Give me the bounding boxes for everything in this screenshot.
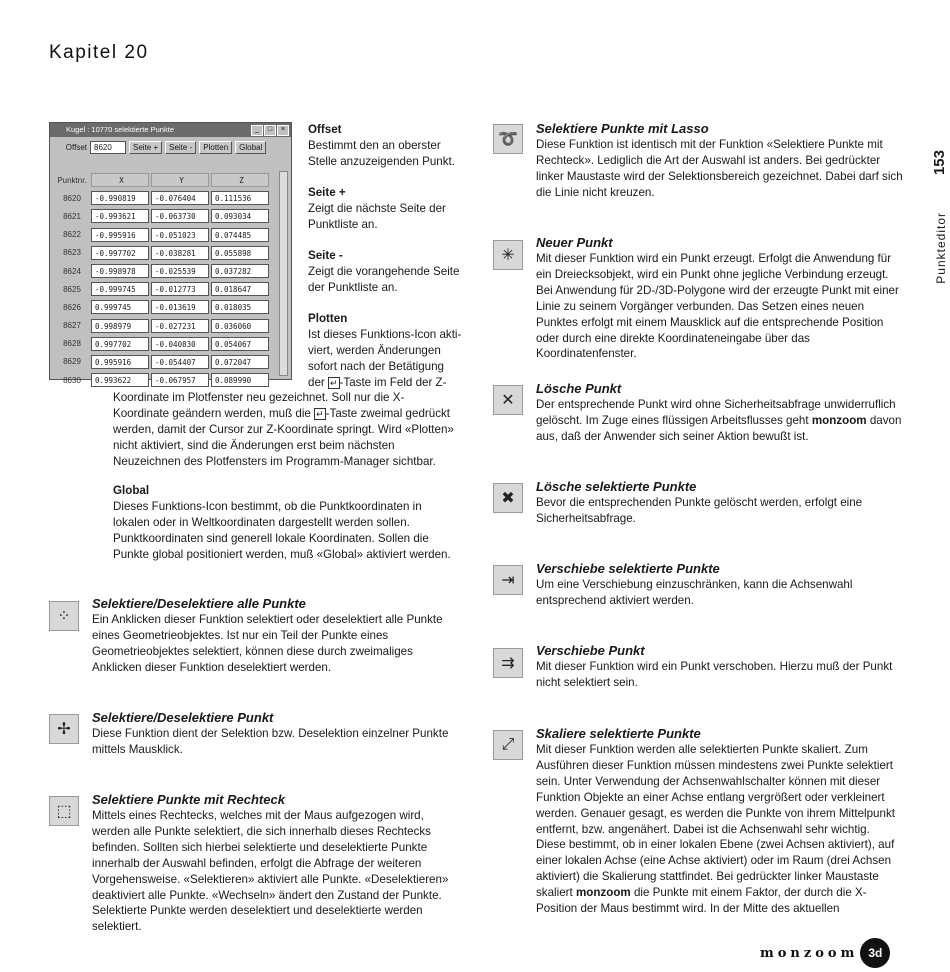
select-point-icon: ✢ xyxy=(49,714,79,744)
point-number: 8622 xyxy=(63,230,81,240)
seite-minus-button[interactable]: Seite - xyxy=(165,141,196,154)
lasso-body: Diese Funktion ist identisch mit der Funktion «Selektiere Punkte mit Rechteck». Lediglich die Art der Auswahl ist anders. Bei gedrückter linker Maustaste wird der Selektionsbereich gezeichnet. Dabei darf sich die Linie nicht kreuzen. xyxy=(536,138,903,199)
point-number: 8628 xyxy=(63,339,81,349)
text-fragment: die Punkte mit einem Faktor, der durch die X-Position der Maus bestimmt wird. In der Mitte des aktuellen xyxy=(536,886,867,916)
point-number: 8627 xyxy=(63,321,81,331)
y-field[interactable]: -0.051023 xyxy=(151,228,209,242)
x-field[interactable]: 0.999745 xyxy=(91,300,149,314)
text-line: werden, damit der Cursor zur Z-Koordinate springt. Wird «Plotten» xyxy=(113,422,454,436)
loesche-punkt-body xyxy=(536,397,908,445)
y-field[interactable]: -0.038281 xyxy=(151,246,209,260)
x-field[interactable]: -0.999745 xyxy=(91,282,149,296)
y-field[interactable]: -0.040830 xyxy=(151,337,209,351)
table-row xyxy=(53,226,281,244)
x-field[interactable]: -0.995916 xyxy=(91,228,149,242)
table-header xyxy=(53,171,281,189)
text-line xyxy=(113,406,463,422)
seite-minus-heading: Seite - xyxy=(308,249,343,262)
text-line xyxy=(308,375,468,391)
sel-punkt-heading: Selektiere/Deselektiere Punkt xyxy=(92,710,274,725)
y-field[interactable]: -0.054407 xyxy=(151,355,209,369)
y-field[interactable]: -0.063730 xyxy=(151,209,209,223)
table-row xyxy=(53,244,281,262)
lasso-heading: Selektiere Punkte mit Lasso xyxy=(536,121,709,136)
global-button[interactable]: Global xyxy=(235,141,266,154)
loesche-punkt-heading: Lösche Punkt xyxy=(536,381,622,396)
skaliere-heading: Skaliere selektierte Punkte xyxy=(536,726,701,741)
offset-input[interactable]: 8620 xyxy=(90,141,126,154)
text-fragment: Der entsprechende Punkt wird ohne Sicherheitsabfrage unwiderruflich gelöscht. Im Zuge eines flüssigen Arbeitsflusses geht xyxy=(536,398,896,427)
global-heading: Global xyxy=(113,484,150,497)
column-header: Punktnr. xyxy=(57,175,87,185)
lasso-icon: ➰ xyxy=(493,124,523,154)
text-line: sofort nach der Betätigung xyxy=(308,359,444,373)
delete-selected-icon: ✖ xyxy=(493,483,523,513)
plotten-button[interactable]: Plotten xyxy=(199,141,232,154)
z-field[interactable]: 0.093034 xyxy=(211,209,269,223)
x-field[interactable]: -0.998978 xyxy=(91,264,149,278)
page-number: 153 xyxy=(931,150,948,176)
verschiebe-sel-body: Um eine Verschiebung einzuschränken, kann die Achsenwahl entsprechend aktiviert werden. xyxy=(536,578,853,607)
move-selected-icon: ⇥ xyxy=(493,565,523,595)
x-field[interactable]: -0.997702 xyxy=(91,246,149,260)
logo-word: monzoom xyxy=(760,945,859,961)
x-field[interactable]: -0.990819 xyxy=(91,191,149,205)
plotten-body-bottom xyxy=(113,390,463,470)
verschiebe-punkt-body: Mit dieser Funktion wird ein Punkt verschoben. Hierzu muß der Punkt nicht selektiert sein. xyxy=(536,660,893,689)
sel-alle-body: Ein Anklicken dieser Funktion selektiert oder deselektiert alle Punkte eines Geometrieobjektes. Ist nur ein Teil der Punkte eines Geometrieobjektes selektiert, können diese durch zweimaliges Anklicken dieser Funktion deselektiert werden. xyxy=(92,613,443,674)
text-fragment: davon aus, daß der Anwender sich seiner Aktion bewußt ist. xyxy=(536,413,902,443)
new-point-icon: ✳ xyxy=(493,240,523,270)
table-row xyxy=(53,335,281,353)
z-field[interactable]: 0.037282 xyxy=(211,264,269,278)
text-fragment: Koordinate geändern werden, muß die xyxy=(113,406,311,420)
monzoom-logo xyxy=(760,938,890,968)
text-fragment: der xyxy=(308,375,325,389)
z-field[interactable]: 0.036060 xyxy=(211,319,269,333)
point-number: 8625 xyxy=(63,284,81,294)
table-row xyxy=(53,280,281,298)
z-field[interactable]: 0.018647 xyxy=(211,282,269,296)
plotten-body-top xyxy=(308,327,468,391)
z-field[interactable]: 0.055898 xyxy=(211,246,269,260)
neuer-punkt-body: Mit dieser Funktion wird ein Punkt erzeugt. Erfolgt die Anwendung für ein Dreiecksobjekt, wird ein Punkt ohne jegliche Verbindung erzeugt. Bei Anwendung für 2D-/3D-Polygone wird der erzeugte Punkt mit einer Linie zu seinem Vorgänger verbunden. Das Setzen eines neuen Punktes erfolgt mit einem Mausklick auf die entsprechende Position oder durch eine direkte Koordinateneingabe über das Koordinatenfenster. xyxy=(536,252,899,361)
loesche-sel-body: Bevor die entsprechenden Punkte gelöscht werden, erfolgt eine Sicherheitsabfrage. xyxy=(536,496,863,525)
verschiebe-sel-heading: Verschiebe selektierte Punkte xyxy=(536,561,720,576)
point-number: 8630 xyxy=(63,375,81,385)
text-line: nicht aktiviert, sind die Änderungen erst beim nächsten xyxy=(113,438,395,452)
global-body: Dieses Funktions-Icon bestimmt, ob die Punktkoordinaten in lokalen oder in Weltkoordinaten dargestellt werden sollen. Punktkoordinaten sind generell lokale Koordinaten. Sollen die Punkte global positioniert werden, muß «Global» aktiviert werden. xyxy=(113,500,451,561)
y-field[interactable]: -0.027231 xyxy=(151,319,209,333)
x-field[interactable]: 0.995916 xyxy=(91,355,149,369)
brand-name: monzoom xyxy=(575,886,631,900)
y-field[interactable]: -0.025539 xyxy=(151,264,209,278)
text-fragment: -Taste im Feld der Z- xyxy=(339,375,447,389)
delete-point-icon: ✕ xyxy=(493,385,523,415)
table-row xyxy=(53,262,281,280)
neuer-punkt-heading: Neuer Punkt xyxy=(536,235,613,250)
column-header: Y xyxy=(151,173,209,187)
offset-heading: Offset xyxy=(308,123,342,136)
point-number: 8626 xyxy=(63,302,81,312)
seite-plus-body: Zeigt die nächste Seite der Punktliste an. xyxy=(308,202,446,231)
chapter-title: Kapitel 20 xyxy=(49,42,149,63)
seite-minus-body: Zeigt die vorangehende Seite der Punktliste an. xyxy=(308,265,460,294)
z-field[interactable]: 0.018035 xyxy=(211,300,269,314)
sel-alle-heading: Selektiere/Deselektiere alle Punkte xyxy=(92,596,306,611)
point-number: 8623 xyxy=(63,248,81,258)
x-field[interactable]: 0.993622 xyxy=(91,373,149,387)
text-line: Neuzeichnen des Plotfensters im Programm-Manager sichtbar. xyxy=(113,454,436,468)
point-table xyxy=(53,171,281,389)
sel-rechteck-heading: Selektiere Punkte mit Rechteck xyxy=(92,792,285,807)
z-field[interactable]: 0.072047 xyxy=(211,355,269,369)
verschiebe-punkt-heading: Verschiebe Punkt xyxy=(536,643,645,658)
table-row xyxy=(53,353,281,371)
enter-key-icon: ↵ xyxy=(316,408,324,419)
page-side-header xyxy=(916,150,950,300)
table-row xyxy=(53,298,281,316)
point-number: 8621 xyxy=(63,211,81,221)
plotten-heading: Plotten xyxy=(308,312,348,325)
z-field[interactable]: 0.054067 xyxy=(211,337,269,351)
minimize-icon[interactable]: _ xyxy=(251,125,263,136)
sel-rechteck-body: Mittels eines Rechtecks, welches mit der Maus aufgezogen wird, werden alle Punkte selektiert, die sich innerhalb dieses Rechtecks befinden. Sollten sich hierbei selektierte und deselektierte Punkte innerhalb der Auswahl befinden, erfolgt die Abfrage der weiteren Vorgehensweise. «Selektieren» aktiviert alle Punkte. «Deselektieren» deaktiviert alle Punkte. «Wechseln» ändert den Zustand der Punkte. Selektierte Punkte werden deselektiert und deselektierte werden selektiert. xyxy=(92,809,449,934)
text-line: viert, werden Änderungen xyxy=(308,343,441,357)
sel-punkt-body: Diese Funktion dient der Selektion bzw. Deselektion einzelner Punkte mittels Mausklick. xyxy=(92,727,449,756)
section-label: Punkteditor xyxy=(934,212,948,284)
text-fragment: Mit dieser Funktion werden alle selektierten Punkte skaliert. Zum Ausführen dieser Funktion müssen mindestens zwei Punkte selektiert sein. Unter Verwendung der Achsenwahlschalter können mit dieser Funktion Objekte an einer Achse entlang vergrößert oder verkleinert werden. Genauer gesagt, es werden die Punkte von ihrem Mittelpunkt entfernt, bzw. angenähert. Dabei ist die Achsenwahl sehr wichtig. Diese bestimmt, ob in einer lokalen Ebene (zwei Achsen aktiviert), auf einer lokalen Achse (eine Achse aktiviert) oder im Raum (drei Achsen aktiviert) die Skalierung stattfindet. Bei gedrückter linker Maustaste skaliert xyxy=(536,743,895,900)
window-titlebar xyxy=(50,123,291,137)
table-row xyxy=(53,189,281,207)
scale-selected-icon: ⤢ xyxy=(493,730,523,760)
z-field[interactable]: 0.089990 xyxy=(211,373,269,387)
table-row xyxy=(53,317,281,335)
point-editor-window xyxy=(49,122,292,386)
offset-label: Offset xyxy=(65,143,87,152)
close-icon[interactable]: × xyxy=(277,125,289,136)
maximize-icon[interactable]: □ xyxy=(264,125,276,136)
column-header: Z xyxy=(211,173,269,187)
y-field[interactable]: -0.013619 xyxy=(151,300,209,314)
move-point-icon: ⇉ xyxy=(493,648,523,678)
seite-plus-heading: Seite + xyxy=(308,186,346,199)
table-row xyxy=(53,371,281,389)
seite-plus-button[interactable]: Seite + xyxy=(129,141,162,154)
select-all-points-icon: ⁘ xyxy=(49,601,79,631)
loesche-sel-heading: Lösche selektierte Punkte xyxy=(536,479,697,494)
table-row xyxy=(53,207,281,225)
point-number: 8624 xyxy=(63,266,81,276)
x-field[interactable]: -0.993621 xyxy=(91,209,149,223)
y-field[interactable]: -0.067957 xyxy=(151,373,209,387)
z-field[interactable]: 0.074485 xyxy=(211,228,269,242)
text-fragment: -Taste zweimal gedrückt xyxy=(325,406,451,420)
x-field[interactable]: 0.998979 xyxy=(91,319,149,333)
enter-key-icon: ↵ xyxy=(330,377,338,388)
window-toolbar xyxy=(50,137,291,158)
brand-name: monzoom xyxy=(811,413,867,427)
logo-badge: 3d xyxy=(860,938,890,968)
y-field[interactable]: -0.012773 xyxy=(151,282,209,296)
vertical-scrollbar[interactable] xyxy=(279,171,288,376)
window-title: Kugel : 10770 selektierte Punkte xyxy=(66,125,174,134)
point-number: 8629 xyxy=(63,357,81,367)
skaliere-body xyxy=(536,742,900,917)
text-line: Koordinate im Plotfenster neu gezeichnet. Soll nur die X- xyxy=(113,391,405,404)
column-header: X xyxy=(91,173,149,187)
point-number: 8620 xyxy=(63,193,81,203)
y-field[interactable]: -0.076404 xyxy=(151,191,209,205)
select-rectangle-icon: ⬚ xyxy=(49,796,79,826)
text-line: Ist dieses Funktions-Icon akti- xyxy=(308,328,462,341)
offset-body: Bestimmt den an oberster Stelle anzuzeigenden Punkt. xyxy=(308,139,455,168)
z-field[interactable]: 0.111536 xyxy=(211,191,269,205)
x-field[interactable]: 0.997702 xyxy=(91,337,149,351)
